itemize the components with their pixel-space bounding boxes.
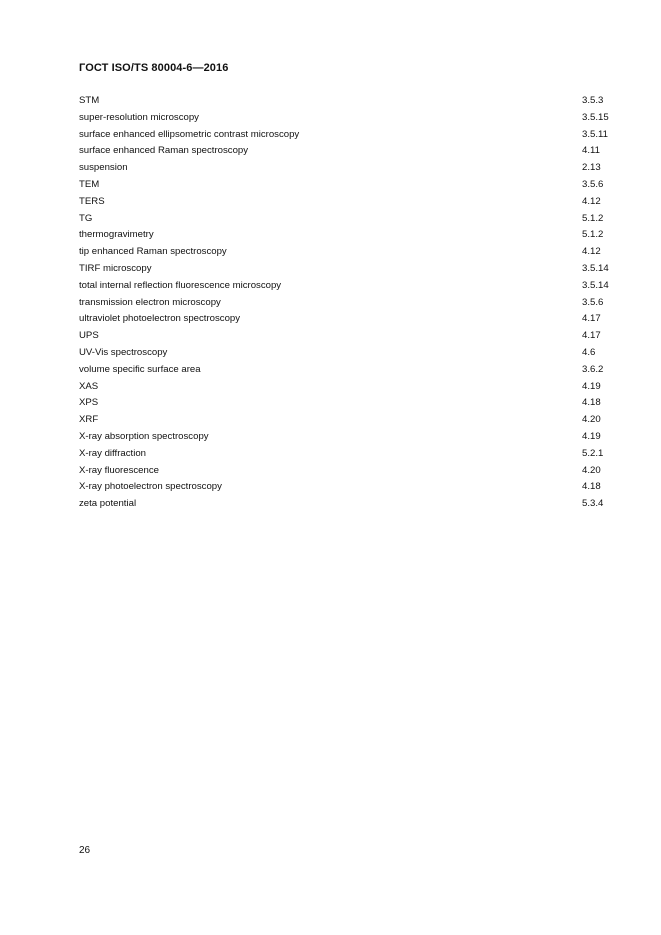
index-entry	[79, 429, 609, 446]
index-term: XAS	[79, 380, 99, 392]
index-term: TEM	[79, 178, 100, 190]
index-term: thermogravimetry	[79, 229, 154, 241]
index-term: surface enhanced Raman spectroscopy	[79, 145, 249, 157]
index-term: X-ray absorption spectroscopy	[79, 430, 209, 442]
index-reference: 4.6	[582, 346, 596, 358]
index-entry	[79, 194, 609, 211]
index-term: UPS	[79, 330, 99, 342]
index-entry	[79, 412, 609, 429]
index-term: X-ray diffraction	[79, 447, 147, 459]
index-term: ultraviolet photoelectron spectroscopy	[79, 313, 241, 325]
index-reference: 4.19	[582, 380, 601, 392]
index-term: tip enhanced Raman spectroscopy	[79, 246, 227, 258]
index-term: UV-Vis spectroscopy	[79, 346, 168, 358]
index-reference: 3.5.3	[582, 95, 604, 106]
index-reference: 4.17	[582, 330, 601, 342]
index-reference: 5.1.2	[582, 229, 604, 241]
alphabetical-index	[79, 93, 609, 513]
index-reference: 4.19	[582, 430, 601, 442]
index-term: STM	[79, 95, 100, 106]
index-entry	[79, 211, 609, 228]
index-entry	[79, 446, 609, 463]
index-reference: 3.5.11	[582, 128, 608, 140]
index-term: volume specific surface area	[79, 363, 201, 375]
index-term: TERS	[79, 195, 105, 207]
index-reference: 4.20	[582, 464, 601, 476]
index-entry	[79, 278, 609, 295]
index-term: suspension	[79, 162, 128, 174]
index-entry	[79, 395, 609, 412]
index-entry	[79, 463, 609, 480]
index-entry	[79, 177, 609, 194]
index-reference: 3.6.2	[582, 363, 604, 375]
index-reference: 3.5.14	[582, 279, 609, 291]
index-entry	[79, 261, 609, 278]
document-header: ГОСТ ISO/TS 80004-6—2016	[79, 62, 229, 74]
index-reference: 5.2.1	[582, 447, 604, 459]
index-entry	[79, 479, 609, 496]
index-reference: 3.5.6	[582, 178, 604, 190]
index-reference: 5.3.4	[582, 498, 604, 510]
index-reference: 4.18	[582, 481, 601, 493]
index-term: surface enhanced ellipsometric contrast microscopy	[79, 128, 300, 140]
index-entry	[79, 110, 609, 127]
index-reference: 3.5.6	[582, 296, 604, 308]
index-term: TG	[79, 212, 93, 224]
index-reference: 5.1.2	[582, 212, 604, 224]
index-reference: 4.20	[582, 414, 601, 426]
index-reference: 4.12	[582, 246, 601, 258]
index-term: XPS	[79, 397, 99, 409]
index-reference: 4.18	[582, 397, 601, 409]
index-entry	[79, 362, 609, 379]
index-term: total internal reflection fluorescence microscopy	[79, 279, 282, 291]
index-entry	[79, 160, 609, 177]
index-term: transmission electron microscopy	[79, 296, 221, 308]
index-entry	[79, 311, 609, 328]
index-term: X-ray fluorescence	[79, 464, 159, 476]
index-entry	[79, 379, 609, 396]
index-reference: 4.12	[582, 195, 601, 207]
index-term: X-ray photoelectron spectroscopy	[79, 481, 222, 493]
index-entry	[79, 227, 609, 244]
index-entry	[79, 345, 609, 362]
index-entry	[79, 93, 609, 110]
index-entry	[79, 496, 609, 513]
index-reference: 4.11	[582, 145, 600, 157]
index-reference: 4.17	[582, 313, 601, 325]
index-entry	[79, 127, 609, 144]
index-entry	[79, 328, 609, 345]
index-entry	[79, 295, 609, 312]
index-term: zeta potential	[79, 498, 137, 510]
page-number: 26	[79, 845, 91, 856]
index-reference: 3.5.15	[582, 111, 609, 123]
index-entry	[79, 244, 609, 261]
index-term: XRF	[79, 414, 99, 426]
index-term: TIRF microscopy	[79, 262, 152, 274]
index-reference: 2.13	[582, 162, 601, 174]
index-entry	[79, 143, 609, 160]
index-reference: 3.5.14	[582, 262, 609, 274]
index-term: super-resolution microscopy	[79, 111, 199, 123]
